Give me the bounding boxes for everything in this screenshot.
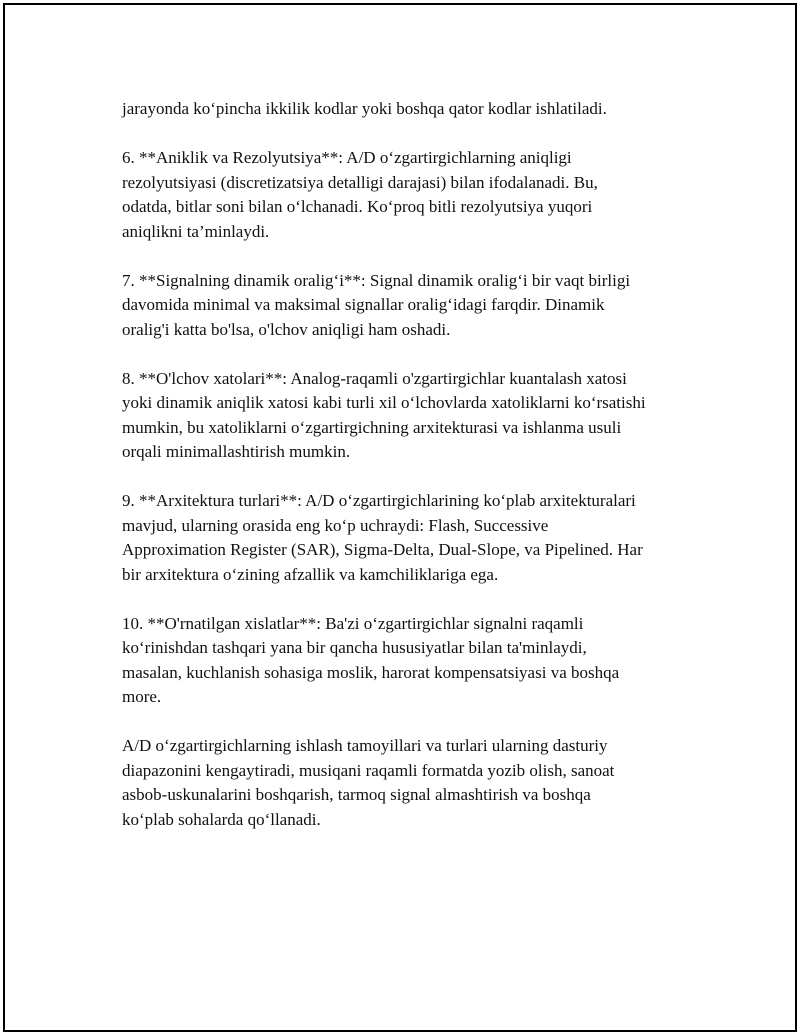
text-line: jarayonda ko‘pincha ikkilik kodlar yoki boshqa qator kodlar ishlatiladi. (122, 99, 607, 118)
text-line: rezolyutsiyasi (discretizatsiya detalligi darajasi) bilan ifodalanadi. Bu, (122, 172, 598, 192)
text-line: mumkin, bu xatoliklarni o‘zgartirgichning arxitekturasi va ishlanma usuli (122, 417, 622, 437)
text-line: 10. **O'rnatilgan xislatlar**: Ba'zi o‘zgartirgichlar signalni raqamli (122, 613, 584, 633)
text-line: aniqlikni ta’minlaydi. (122, 221, 270, 241)
text-line: more. (122, 687, 162, 706)
text-line: 6. **Aniklik va Rezolyutsiya**: A/D o‘zgartirgichlarning aniqligi (122, 148, 572, 167)
paragraph-item-10-built-in-features (122, 612, 702, 710)
text-line: ko‘rinishdan tashqari yana bir qancha hususiyatlar bilan ta'minlaydi, (122, 638, 587, 657)
paragraph-item-8-measurement-errors (122, 367, 702, 465)
page-frame (3, 3, 797, 1032)
text-line: yoki dinamik aniqlik xatosi kabi turli xil o‘lchovlarda xatoliklarni ko‘rsatishi (122, 393, 646, 412)
text-line: diapazonini kengaytiradi, musiqani raqamli formatda yozib olish, sanoat (122, 760, 615, 780)
text-line: odatda, bitlar soni bilan o‘lchanadi. Ko‘proq bitli rezolyutsiya yuqori (122, 197, 593, 216)
text-line: ko‘plab sohalarda qo‘llanadi. (122, 809, 321, 829)
paragraph-item-7-dynamic-range (122, 269, 702, 343)
document-body (122, 97, 702, 857)
paragraph-conclusion (122, 734, 702, 832)
text-line: 8. **O'lchov xatolari**: Analog-raqamli o'zgartirgichlar kuantalash xatosi (122, 368, 627, 388)
text-line: bir arxitektura o‘zining afzallik va kamchiliklariga ega. (122, 564, 499, 584)
paragraph-item-9-architecture-types (122, 489, 702, 587)
text-line: masalan, kuchlanish sohasiga moslik, harorat kompensatsiyasi va boshqa (122, 662, 620, 682)
text-line: A/D o‘zgartirgichlarning ishlash tamoyillari va turlari ularning dasturiy (122, 736, 608, 755)
paragraph-item-6-accuracy-resolution (122, 146, 702, 244)
text-line: asbob-uskunalarini boshqarish, tarmoq signal almashtirish va boshqa (122, 785, 591, 804)
text-line: davomida minimal va maksimal signallar oralig‘idagi farqdir. Dinamik (122, 295, 605, 314)
paragraph-intro-continuation (122, 97, 702, 122)
text-line: oralig'i katta bo'lsa, o'lchov aniqligi ham oshadi. (122, 319, 451, 339)
text-line: mavjud, ularning orasida eng ko‘p uchraydi: Flash, Successive (122, 515, 549, 535)
text-line: Approximation Register (SAR), Sigma-Delta, Dual-Slope, va Pipelined. Har (122, 540, 643, 559)
text-line: orqali minimallashtirish mumkin. (122, 442, 351, 461)
text-line: 7. **Signalning dinamik oralig‘i**: Signal dinamik oralig‘i bir vaqt birligi (122, 270, 631, 290)
text-line: 9. **Arxitektura turlari**: A/D o‘zgartirgichlarining ko‘plab arxitekturalari (122, 491, 636, 510)
